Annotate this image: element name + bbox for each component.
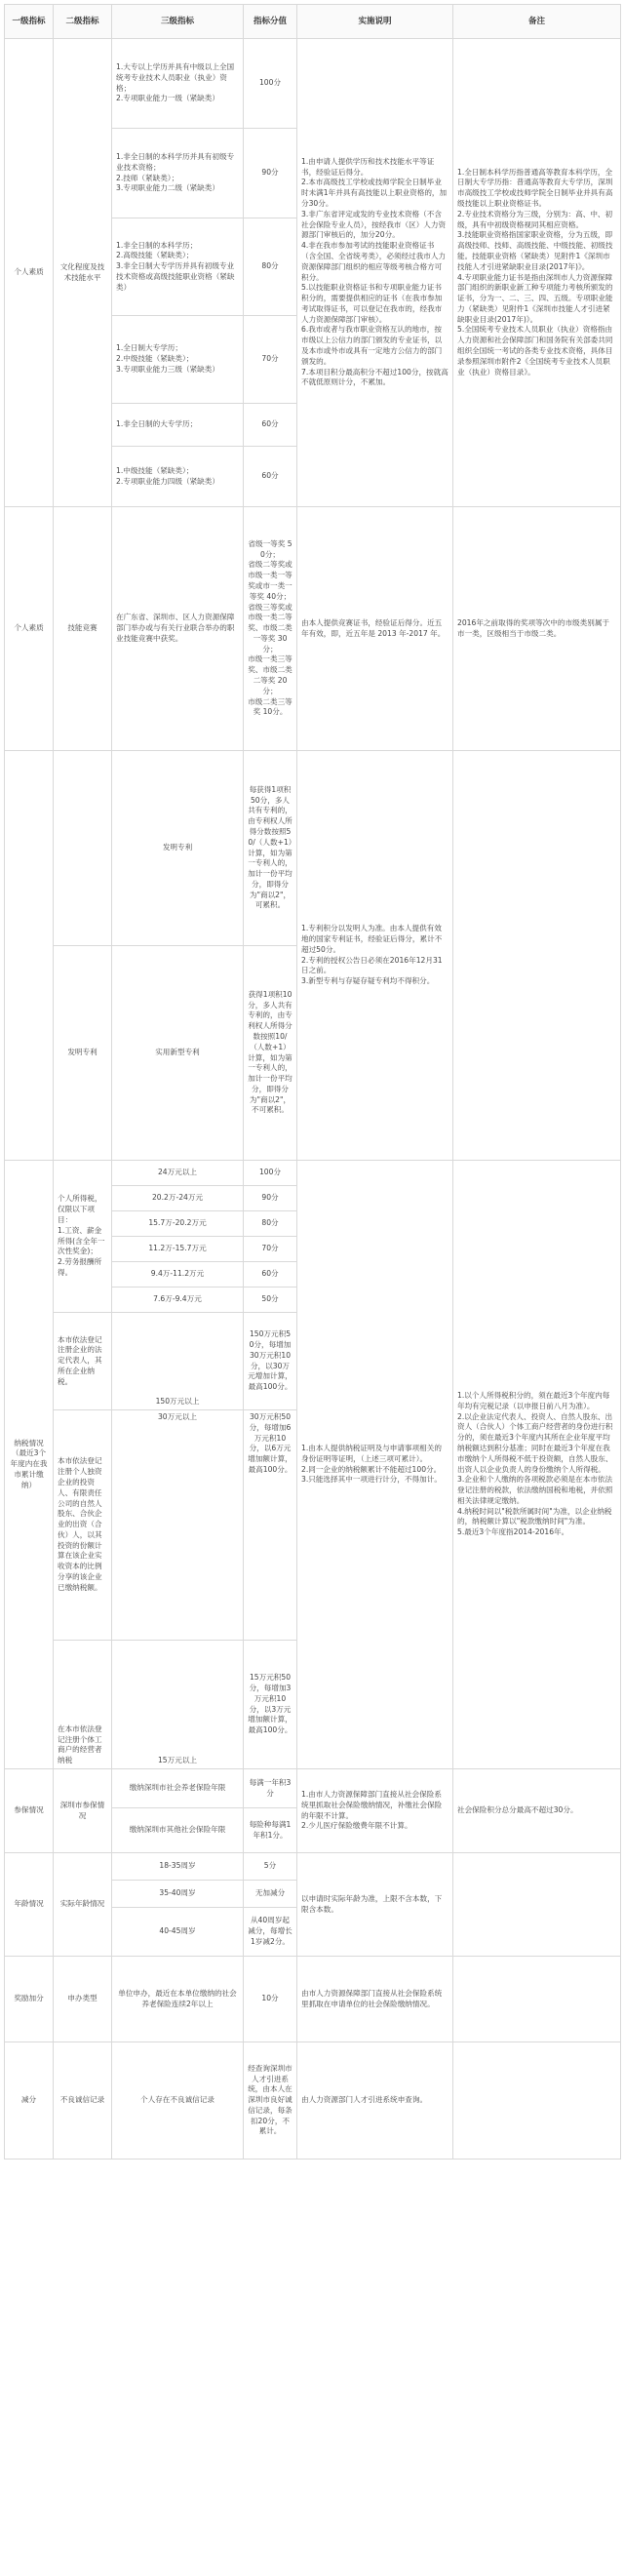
criterion-cell: 15万元以上 — [112, 1641, 244, 1769]
score-cell: 每满一年积3分 — [244, 1769, 297, 1808]
remark-deduction — [453, 2042, 621, 2160]
criterion-cell: 30万元以上 — [112, 1410, 244, 1641]
table-row — [5, 2042, 621, 2160]
score-cell: 获得1项积10分，多人共有专利的，由专利权人所得分数按照10/（人数+1）计算，如为第一专利人的，加计一份平均分，即得分为"商以2"，不可累积。 — [244, 946, 297, 1161]
score-cell: 90分 — [244, 129, 297, 218]
score-cell: 90分 — [244, 1186, 297, 1211]
score-cell: 5分 — [244, 1853, 297, 1881]
criterion-cell: 35-40周岁 — [112, 1881, 244, 1908]
table-row — [5, 39, 621, 129]
header-col6: 备注 — [453, 5, 621, 39]
criterion-cell: 11.2万-15.7万元 — [112, 1237, 244, 1262]
category-personal-quality-2: 个人素质 — [5, 507, 54, 751]
header-col1: 一级指标 — [5, 5, 54, 39]
criterion-cell: 18-35周岁 — [112, 1853, 244, 1881]
criterion-cell: 24万元以上 — [112, 1161, 244, 1186]
criterion-cell: 1.非全日制的本科学历并具有初级专业技术资格； 2.技师（紧缺类）； 3.专项职业能力二级（紧缺类） — [112, 129, 244, 218]
criterion-cell: 单位申办，最近在本单位缴纳的社会养老保险连续2年以上 — [112, 1957, 244, 2042]
note-patent: 1.专利积分以发明人为准。由本人提供有效地的国家专利证书，经验证后得分，累计不超过50分。 2.专利的授权公告日必须在2016年12月31日之前。 3.新型专利与存疑存疑专利均不得积分。 — [297, 751, 453, 1161]
subcategory-actual-age: 实际年龄情况 — [54, 1853, 112, 1957]
table-header-row — [5, 5, 621, 39]
criterion-cell: 150万元以上 — [112, 1313, 244, 1410]
score-cell: 150万元积50分，每增加30万元积10分，以30万元增加计算，最高100分。 — [244, 1313, 297, 1410]
criterion-cell: 40-45周岁 — [112, 1908, 244, 1957]
score-cell: 80分 — [244, 1211, 297, 1237]
table-row — [5, 751, 621, 946]
subcategory-application-type: 申办类型 — [54, 1957, 112, 2042]
note-deduction: 由人力资源部门人才引进系统申查询。 — [297, 2042, 453, 2160]
score-cell: 经查询深圳市人才引进系统，由本人在深圳市良好诚信记录，每条扣20分，不累计。 — [244, 2042, 297, 2160]
score-cell: 100分 — [244, 39, 297, 129]
category-deduction: 减分 — [5, 2042, 54, 2160]
remark-age — [453, 1853, 621, 1957]
criterion-cell: 1.大专以上学历并具有中级以上全国统考专业技术人员职业（执业）资格； 2.专项职业能力一级（紧缺类） — [112, 39, 244, 129]
category-bonus: 奖励加分 — [5, 1957, 54, 2042]
score-cell: 50分 — [244, 1288, 297, 1313]
remark-tax: 1.以个人所得税积分的，须在最近3个年度内每年均有完税记录（以申报日前八月为准）。 2.以企业法定代表人、投资人、自然人股东、出资人（合伙人）个体工商户经营者的身份进行积分的，须在最近3个年度内其所在企业年度平均纳税额达到积分基准；同时在最近3个年度在我市缴纳个人所得税不低于投资额，自然人股东、出资人以企业负责人的身份缴纳个人所得税。 3.企业和个人缴纳的各项税款必须是在本市依法登记注册的税款，依法缴纳国税和地税，并依照相关法律规定缴纳。 4.纳税时间以"税款所属时间"为准，以企业纳税的，纳税额计算以"税款缴纳时间"为准。 5.最近3个年度指2014-2016年。 — [453, 1161, 621, 1769]
category-age: 年龄情况 — [5, 1853, 54, 1957]
score-cell: 每获得1项积50分，多人共有专利的，由专利权人所得分数按照50/（人数+1）计算，如为第一专利人的，加计一份平均分，即得分为"商以2"，可累积。 — [244, 751, 297, 946]
subcategory-corp-legal-rep: 本市依法登记注册企业的法定代表人，其所在企业纳税。 — [54, 1313, 112, 1410]
subcategory-education: 文化程度及技术技能水平 — [54, 39, 112, 507]
score-cell: 无加减分 — [244, 1881, 297, 1908]
remark-social: 社会保险积分总分最高不超过30分。 — [453, 1769, 621, 1853]
score-cell: 60分 — [244, 447, 297, 507]
criterion-cell: 15.7万-20.2万元 — [112, 1211, 244, 1237]
criterion-cell: 缴纳深圳市其他社会保险年限 — [112, 1808, 244, 1853]
category-personal-quality: 个人素质 — [5, 39, 54, 507]
remark-patent — [453, 751, 621, 1161]
table-row — [5, 1161, 621, 1186]
score-cell: 10分 — [244, 1957, 297, 2042]
table-row — [5, 1769, 621, 1808]
score-cell: 70分 — [244, 1237, 297, 1262]
header-col3: 三级指标 — [112, 5, 244, 39]
subcategory-skill-competition: 技能竞赛 — [54, 507, 112, 751]
note-social: 1.由市人力资源保障部门直接从社会保险系统里抓取社会保险缴纳情况，补缴社会保险的年限不计算。 2.少儿医疗保险缴费年限不计算。 — [297, 1769, 453, 1853]
criterion-cell: 发明专利 — [112, 751, 244, 946]
criterion-cell: 1.全日制大专学历； 2.中级技能（紧缺类）； 3.专项职业能力三级（紧缺类） — [112, 316, 244, 404]
score-cell: 15万元积50分，每增加3万元积10分，以3万元增加额计算，最高100分。 — [244, 1641, 297, 1769]
remark-education: 1.全日制本科学历指普通高等教育本科学历，全日制大专学历指：普通高等教育大专学历，深圳市高级技工学校或技师学院全日制毕业并具有高级技能以上职业资格证书。 2.专业技术资格分为三级，分别为：高、中、初级，具有中初级资格视同其相应资格。 3.技能职业资格指国家职业资格，分为五级，即高级技师、技师、高级技能、中级技能、初级技能。技能职业资格（紧缺类）见附件1《深圳市技能人才引进紧缺职业目录(2017年)》。 4.专项职业能力证书是指由深圳市人力资源保障部门组织的新职业新工种专项能力考核所颁发的证书，分为一、二、三、四、五级。专项职业能力（紧缺类）见附件1《深圳市技能人才引进紧缺职业目录(2017年)》。 5.全国统考专业技术人员职业（执业）资格指由人力资源和社会保障部门和国务院有关部委共同组织全国统一考试的各类专业技术资格，具体目录参照深圳市附件2《全国统考专业技术人员职业（执业）资格目录》。 — [453, 39, 621, 507]
subcategory-individual-business: 在本市依法登记注册个体工商户的经营者纳税 — [54, 1641, 112, 1769]
table-row — [5, 1853, 621, 1881]
subcategory-patent — [54, 751, 112, 946]
empty-cell — [5, 751, 54, 1161]
criterion-cell: 1.非全日制的大专学历； — [112, 404, 244, 447]
score-cell: 80分 — [244, 218, 297, 316]
score-cell: 从40周岁起减分，每增长1岁减2分。 — [244, 1908, 297, 1957]
score-cell: 省级一等奖 50分； 省级二等奖或市级一类一等奖或市一类一等奖 40分； 省级三等奖或市级一类二等奖、市级二类一等奖 30分； 市级一类三等奖、市级二类二等奖 20分； 市级二类三等奖 10分。 — [244, 507, 297, 751]
note-skill: 由本人提供竞赛证书，经验证后得分。近五年有效，即，近五年是 2013 年-2017 年。 — [297, 507, 453, 751]
score-cell: 60分 — [244, 1262, 297, 1288]
subcategory-shenzhen-insurance: 深圳市参保情况 — [54, 1769, 112, 1853]
subcategory-investor: 本市依法登记注册个人独资企业的投资人、有限责任公司的自然人股东、合伙企业的出资（合伙）人，以其投资的份额计算在该企业实收资本的比例分享的该企业已缴纳税额。 — [54, 1410, 112, 1641]
subcategory-income-tax: 个人所得税，仅限以下项目： 1.工资、薪金所得(含全年一次性奖金)； 2.劳务报酬所得。 — [54, 1161, 112, 1313]
criterion-cell: 20.2万-24万元 — [112, 1186, 244, 1211]
category-social-insurance: 参保情况 — [5, 1769, 54, 1853]
note-tax: 1.由本人提供纳税证明及与申请事项相关的身份证明等证明，（上述三项可累计）。 2.同一企业的纳税额累计不能超过100分。 3.只能选择其中一项进行计分，不得加计。 — [297, 1161, 453, 1769]
score-cell: 100分 — [244, 1161, 297, 1186]
criterion-cell: 个人存在不良诚信记录 — [112, 2042, 244, 2160]
criterion-cell: 1.非全日制的本科学历； 2.高级技能（紧缺类）； 3.非全日制大专学历并具有初级专业技术资格或高级技能职业资格（紧缺类） — [112, 218, 244, 316]
subcategory-credit-record: 不良诚信记录 — [54, 2042, 112, 2160]
remark-skill: 2016年之前取得的奖项等次中的市级类别属于市一类，区级相当于市级二类。 — [453, 507, 621, 751]
note-education: 1.由申请人提供学历和技术技能水平等证书，经验证后得分。 2.本市高级技工学校或技师学院全日制毕业时未满1年并具有高技能以上职业资格的，加分30分。 3.非广东省评定或发的专业技术资格（不含社会保险专业人员），按经我市（区）人力资源部门审核后的，加分20分。 4.非在我市参加考试的技能职业资格证书（含全国、全省统考类），必须经过我市人力资源保障部门组织的相应等级考核合格方可积分。 5.以技能职业资格证书和专项职业能力证书积分的，需要提供相应的证书（在我市参加考试取得证书，可以登记在我市的，经我市人力资源保障部门审核）。 6.我市或者与我市职业资格互认的地市，按市级以上公信力的部门颁发的专业证书，以及本市或外市或具有一定地方公信力的部门颁发的。 7.本项目积分最高积分不超过100分，按就高不就低原则计分，不累加。 — [297, 39, 453, 507]
score-cell: 每险种每满1年积1分。 — [244, 1808, 297, 1853]
note-bonus: 由市人力资源保障部门直接从社会保险系统里抓取在申请单位的社会保险缴纳情况。 — [297, 1957, 453, 2042]
remark-bonus — [453, 1957, 621, 2042]
header-col5: 实施说明 — [297, 5, 453, 39]
header-col2: 二级指标 — [54, 5, 112, 39]
subcategory-patent-label: 发明专利 — [54, 946, 112, 1161]
points-table — [4, 4, 621, 2160]
criterion-cell: 在广东省、深圳市、区人力资源保障部门举办或与有关行业联合举办的职业技能竞赛中获奖。 — [112, 507, 244, 751]
criterion-cell: 7.6万-9.4万元 — [112, 1288, 244, 1313]
category-tax: 纳税情况（最近3个年度内在我市累计缴纳） — [5, 1161, 54, 1769]
criterion-cell: 9.4万-11.2万元 — [112, 1262, 244, 1288]
criterion-cell: 缴纳深圳市社会养老保险年限 — [112, 1769, 244, 1808]
score-cell: 30万元积50分，每增加6万元积10分，以6万元增加额计算，最高100分。 — [244, 1410, 297, 1641]
criterion-cell: 实用新型专利 — [112, 946, 244, 1161]
criterion-cell: 1.中级技能（紧缺类）； 2.专项职业能力四级（紧缺类） — [112, 447, 244, 507]
table-row — [5, 1957, 621, 2042]
note-age: 以申请时实际年龄为准，上限不含本数，下限含本数。 — [297, 1853, 453, 1957]
score-cell: 60分 — [244, 404, 297, 447]
header-col4: 指标分值 — [244, 5, 297, 39]
score-cell: 70分 — [244, 316, 297, 404]
table-row — [5, 507, 621, 751]
